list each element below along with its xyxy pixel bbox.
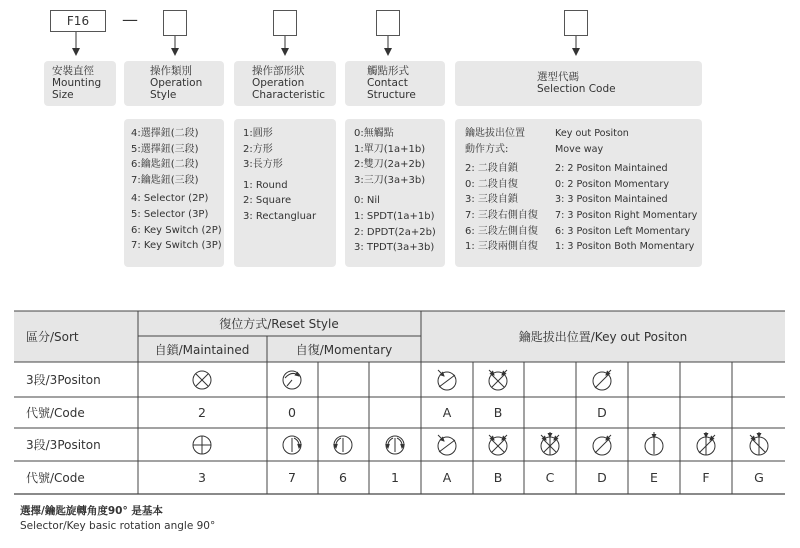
row4-codes	[198, 470, 764, 485]
list-item: 7: 三段右側自復	[465, 209, 538, 221]
symbol-momentary-both	[386, 436, 404, 454]
list-item: 5:選擇鈕(三段)	[131, 143, 199, 155]
list-item: 6:鑰匙鈕(二段)	[131, 159, 199, 171]
note-en: Selector/Key basic rotation angle 90°	[20, 520, 216, 532]
header-en1: Contact	[367, 77, 408, 89]
maintained-header: 自鎖/Maintained	[154, 343, 250, 357]
code-cell: 1	[391, 470, 399, 485]
code-cell: A	[442, 405, 452, 420]
sort-header: 區分/Sort	[26, 330, 79, 344]
row-label: 3段/3Positon	[26, 373, 101, 387]
symbol-keyout-d	[593, 370, 611, 390]
list-item: 1: Round	[243, 179, 288, 191]
symbol-keyout-a-3pos	[438, 435, 456, 455]
list-item: 3:長方形	[243, 159, 283, 171]
header-zh: 操作部形狀	[252, 65, 305, 77]
header-zh: 操作類別	[150, 65, 192, 77]
code-cell: B	[493, 405, 503, 420]
header-en2: Style	[150, 89, 177, 101]
row-label: 代號/Code	[26, 471, 85, 485]
key-out-header: 鑰匙拔出位置/Key out Positon	[518, 330, 688, 344]
list-item: 2: 二段自鎖	[465, 163, 518, 175]
code-cell: E	[650, 470, 658, 485]
list-item: 3: TPDT(3a+3b)	[354, 242, 435, 254]
code-cell: 7	[288, 470, 296, 485]
code-cell: 2	[198, 405, 206, 420]
list-item: 0: Nil	[354, 195, 380, 207]
list-item: 1: SPDT(1a+1b)	[354, 210, 435, 222]
list-item: 7:鑰匙鈕(三段)	[131, 174, 199, 186]
code-cell: C	[545, 470, 555, 485]
code-cell: F	[702, 470, 710, 485]
row-label: 3段/3Positon	[26, 438, 101, 452]
momentary-header: 自復/Momentary	[295, 343, 393, 357]
list-title: 鑰匙拔出位置	[465, 128, 525, 139]
part-prefix: F16	[66, 14, 90, 28]
symbol-maintained-2pos	[193, 371, 211, 389]
list-item: 2: 2 Positon Maintained	[555, 163, 668, 175]
header-zh: 安裝直徑	[52, 65, 94, 77]
list-item: 2:雙刀(2a+2b)	[354, 159, 426, 171]
list-item: 0:無觸點	[354, 128, 394, 139]
list-item: 3: 三段自鎖	[465, 194, 518, 206]
list-item: 1: 三段兩側自復	[465, 241, 538, 253]
header-en1: Selection Code	[537, 83, 616, 95]
header-en1: Operation	[150, 77, 203, 89]
code-cell: 6	[339, 470, 347, 485]
reset-style-header: 復位方式/Reset Style	[219, 317, 339, 331]
note-zh: 選擇/鑰匙旋轉角度90° 是基本	[20, 505, 163, 517]
symbol-keyout-a	[438, 370, 456, 390]
symbol-keyout-f	[697, 432, 715, 455]
code-cell: A	[442, 470, 452, 485]
header-zh: 選型代碼	[537, 71, 579, 83]
list-item: 2: DPDT(2a+2b)	[354, 226, 436, 238]
list-item: 1:單刀(1a+1b)	[354, 143, 426, 155]
symbol-keyout-b-3pos	[489, 435, 507, 455]
header-en2: Size	[52, 89, 74, 101]
row-label: 代號/Code	[26, 406, 85, 420]
header-en2: Structure	[367, 89, 416, 101]
symbol-keyout-e	[645, 432, 663, 455]
symbol-keyout-b	[489, 370, 507, 390]
list-item: 2: Square	[243, 195, 292, 207]
symbol-momentary-right	[283, 436, 301, 454]
code-cell: B	[493, 470, 503, 485]
symbol-keyout-d-3pos	[593, 435, 611, 455]
code-dash: —	[122, 10, 138, 29]
list-item: 3:三刀(3a+3b)	[354, 174, 426, 186]
list-item: 4: Selector (2P)	[131, 193, 209, 205]
list-title: 動作方式:	[465, 143, 509, 155]
symbol-momentary-left	[334, 436, 352, 454]
symbol-maintained-3pos	[193, 436, 211, 454]
list-item: 0: 2 Positon Momentary	[555, 178, 670, 190]
symbol-momentary-2pos	[283, 371, 301, 389]
list-item: 6: 3 Positon Left Momentary	[555, 225, 691, 237]
list-item: 5: Selector (3P)	[131, 208, 209, 220]
row2-codes	[198, 405, 607, 420]
list-item: 6: 三段左側自復	[465, 225, 538, 237]
rotation-note	[20, 504, 215, 534]
header-en1: Mounting	[52, 77, 102, 89]
code-cell: G	[754, 470, 764, 485]
list-item: 4:選擇鈕(二段)	[131, 128, 199, 139]
list-item: 3: Rectangluar	[243, 210, 317, 222]
list-item: 7: Key Switch (3P)	[131, 240, 222, 252]
list-item: 6: Key Switch (2P)	[131, 224, 222, 236]
header-zh: 觸點形式	[367, 65, 409, 77]
list-item: 2:方形	[243, 143, 273, 155]
header-en2: Characteristic	[252, 89, 326, 101]
code-cell: D	[597, 470, 607, 485]
list-title: Move way	[555, 143, 604, 155]
symbol-keyout-c	[541, 432, 559, 455]
symbol-keyout-g	[750, 432, 768, 455]
code-cell: D	[597, 405, 607, 420]
code-cell: 0	[288, 405, 296, 420]
list-item: 1:圓形	[243, 128, 273, 139]
list-item: 3: 3 Positon Maintained	[555, 194, 668, 206]
list-title: Key out Positon	[555, 128, 629, 139]
header-en1: Operation	[252, 77, 305, 89]
list-item: 0: 二段自復	[465, 178, 518, 190]
list-item: 7: 3 Positon Right Momentary	[555, 209, 698, 221]
code-cell: 3	[198, 470, 206, 485]
list-item: 1: 3 Positon Both Momentary	[555, 241, 695, 253]
